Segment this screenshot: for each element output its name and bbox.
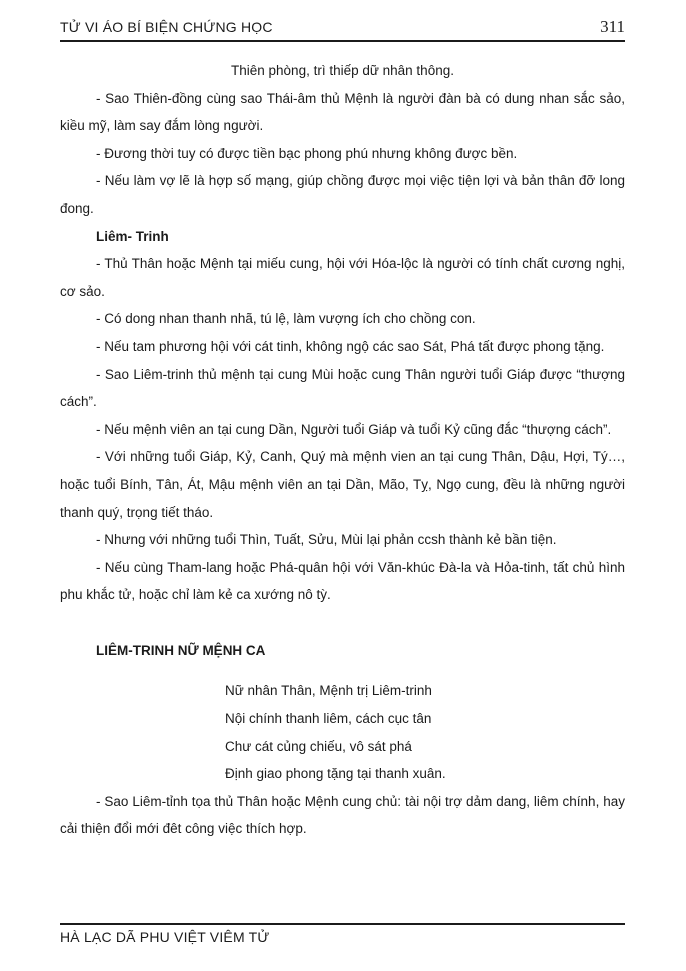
poem-block	[225, 677, 625, 787]
section-heading-nu-menh-ca: LIÊM-TRINH NỮ MỆNH CA	[96, 642, 266, 658]
body-paragraph: - Nếu làm vợ lẽ là hợp số mạng, giúp chồng được mọi việc tiện lợi và bản thân đỡ long đong.	[60, 173, 625, 216]
body-paragraph: - Với những tuổi Giáp, Kỷ, Canh, Quý mà mệnh vien an tại cung Thân, Dậu, Hợi, Tý…, hoặc tuổi Bính, Tân, Át, Mậu mệnh viên an tại Dần, Mão, Tỵ, Ngọ cung, đều là những người thanh quý, trọng tiết tháo.	[60, 449, 625, 520]
body-paragraph: - Nếu tam phương hội với cát tinh, không ngộ các sao Sát, Phá tất được phong tặng.	[96, 338, 605, 354]
page-number: 311	[600, 17, 625, 36]
footer-author-line: HÀ LẠC DÃ PHU VIỆT VIÊM TỬ	[60, 929, 270, 945]
body-paragraph: - Thủ Thân hoặc Mệnh tại miếu cung, hội với Hóa-lộc là người có tính chất cương nghị, cơ sảo.	[60, 256, 625, 299]
poem-line: Nội chính thanh liêm, cách cục tân	[225, 711, 432, 727]
body-paragraph: - Đương thời tuy có được tiền bạc phong phú nhưng không được bền.	[96, 145, 518, 161]
body-paragraph: - Nếu mệnh viên an tại cung Dần, Người tuổi Giáp và tuổi Kỷ cũng đắc “thượng cách”.	[96, 421, 612, 437]
body-paragraph: - Nhưng với những tuổi Thìn, Tuất, Sửu, Mùi lại phản ccsh thành kẻ bần tiện.	[96, 532, 557, 548]
subheading-liem-trinh: Liêm- Trinh	[96, 228, 169, 244]
poem-line: Chư cát củng chiếu, vô sát phá	[225, 738, 412, 754]
body-paragraph: - Sao Liêm-tỉnh tọa thủ Thân hoặc Mệnh cung chủ: tài nội trợ dảm dang, liêm chính, hay cải thiện đổi mới đêt công việc thích hợp.	[60, 793, 625, 837]
body-paragraph: - Sao Liêm-trinh thủ mệnh tại cung Mùi hoặc cung Thân người tuổi Giáp được “thượng cách”.	[60, 366, 625, 410]
epigraph-line: Thiên phòng, trì thiếp dữ nhân thông.	[231, 63, 454, 78]
poem-line: Nữ nhân Thân, Mệnh trị Liêm-trinh	[225, 683, 432, 699]
page-body	[60, 57, 625, 843]
body-paragraph: - Có dong nhan thanh nhã, tú lệ, làm vượng ích cho chồng con.	[96, 311, 476, 327]
poem-line: Định giao phong tặng tại thanh xuân.	[225, 766, 446, 782]
body-paragraph: - Nếu cùng Tham-lang hoặc Phá-quân hội với Văn-khúc Đà-la và Hỏa-tinh, tất chủ hình phu khắc tử, hoặc chỉ làm kẻ ca xướng nô tỳ.	[60, 559, 625, 603]
page-header	[60, 18, 625, 42]
body-paragraph: - Sao Thiên-đồng cùng sao Thái-âm thủ Mệnh là người đàn bà có dung nhan sắc sảo, kiều mỹ, làm say đắm lòng người.	[60, 90, 625, 134]
running-title: TỬ VI ÁO BÍ BIỆN CHỨNG HỌC	[60, 19, 273, 35]
page-footer	[60, 923, 625, 945]
